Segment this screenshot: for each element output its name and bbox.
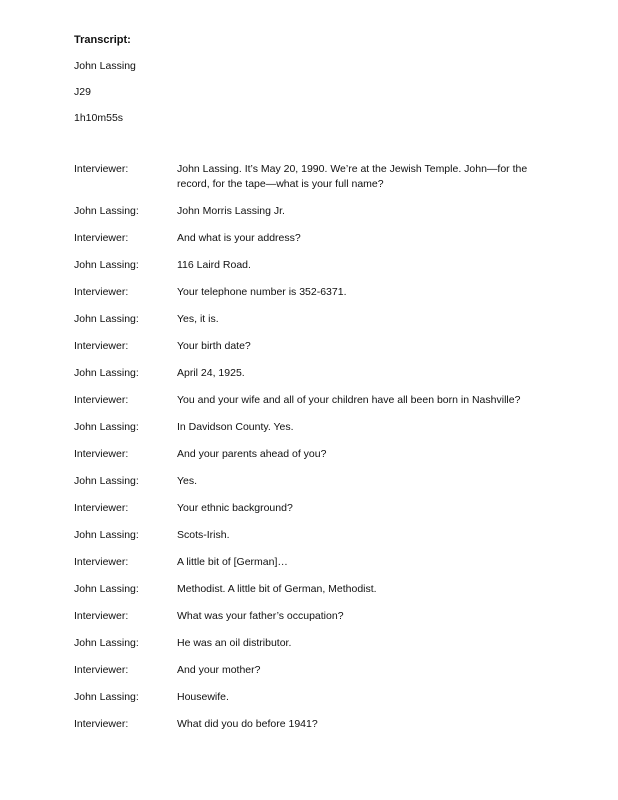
speech-text: He was an oil distributor. [177,637,292,649]
transcript-turn [74,474,544,489]
transcript-turn [74,663,544,678]
speech-text: April 24, 1925. [177,367,245,379]
speaker-label: Interviewer: [74,286,129,298]
speech-text: And your parents ahead of you? [177,448,327,460]
speech-text: What was your father’s occupation? [177,610,344,622]
transcript-turn [74,555,544,570]
speaker-label: John Lassing: [74,691,139,703]
speaker-label: John Lassing: [74,421,139,433]
speaker-label: Interviewer: [74,448,129,460]
transcript-turn [74,231,544,246]
transcript-turn [74,501,544,516]
speaker-label: Interviewer: [74,718,129,730]
speaker-label: Interviewer: [74,610,129,622]
transcript-header [74,33,136,126]
transcript-turn [74,285,544,300]
speech-text: 116 Laird Road. [177,259,251,271]
speech-text: John Morris Lassing Jr. [177,205,285,217]
speech-text: John Lassing. It’s May 20, 1990. We’re at the Jewish Temple. John—for the record, for the tape—what is your full name? [177,163,528,190]
transcript-turn [74,366,544,381]
transcript-turn [74,447,544,462]
speaker-label: John Lassing: [74,313,139,325]
speaker-label: John Lassing: [74,475,139,487]
transcript-turn [74,339,544,354]
speech-text: Housewife. [177,691,229,703]
speech-text: A little bit of [German]… [177,556,288,568]
speech-text: Yes, it is. [177,313,219,325]
speaker-label: Interviewer: [74,340,129,352]
transcript-turn [74,582,544,597]
transcript-turn [74,636,544,651]
speaker-label: Interviewer: [74,163,129,175]
speech-text: Scots-Irish. [177,529,230,541]
speech-text: Your ethnic background? [177,502,293,514]
transcript-turn [74,312,544,327]
speaker-label: Interviewer: [74,664,129,676]
speech-text: What did you do before 1941? [177,718,318,730]
transcript-turn [74,258,544,273]
speech-text: In Davidson County. Yes. [177,421,294,433]
transcript-turn [74,528,544,543]
transcript-turn [74,717,544,732]
speech-text: Your birth date? [177,340,251,352]
speaker-label: Interviewer: [74,232,129,244]
transcript-turn [74,393,544,408]
transcript-turn [74,690,544,705]
transcript-turn [74,162,544,192]
speech-text: Methodist. A little bit of German, Methodist. [177,583,377,595]
speech-text: Your telephone number is 352-6371. [177,286,347,298]
speech-text: Yes. [177,475,198,487]
transcript-turn [74,609,544,624]
transcript-turn [74,204,544,219]
interview-id: J29 [74,86,91,98]
speaker-label: Interviewer: [74,556,129,568]
speaker-label: John Lassing: [74,205,139,217]
speaker-label: John Lassing: [74,583,139,595]
transcript-turn [74,420,544,435]
speech-text: And what is your address? [177,232,301,244]
transcript-body [74,162,544,744]
speaker-label: John Lassing: [74,529,139,541]
speaker-label: Interviewer: [74,502,129,514]
speaker-label: John Lassing: [74,259,139,271]
speaker-label: John Lassing: [74,637,139,649]
speech-text: You and your wife and all of your children have all been born in Nashville? [177,394,521,406]
speech-text: And your mother? [177,664,261,676]
speaker-label: John Lassing: [74,367,139,379]
interview-duration: 1h10m55s [74,112,124,124]
interviewee-name: John Lassing [74,60,136,72]
transcript-title: Transcript: [74,34,131,46]
speaker-label: Interviewer: [74,394,129,406]
